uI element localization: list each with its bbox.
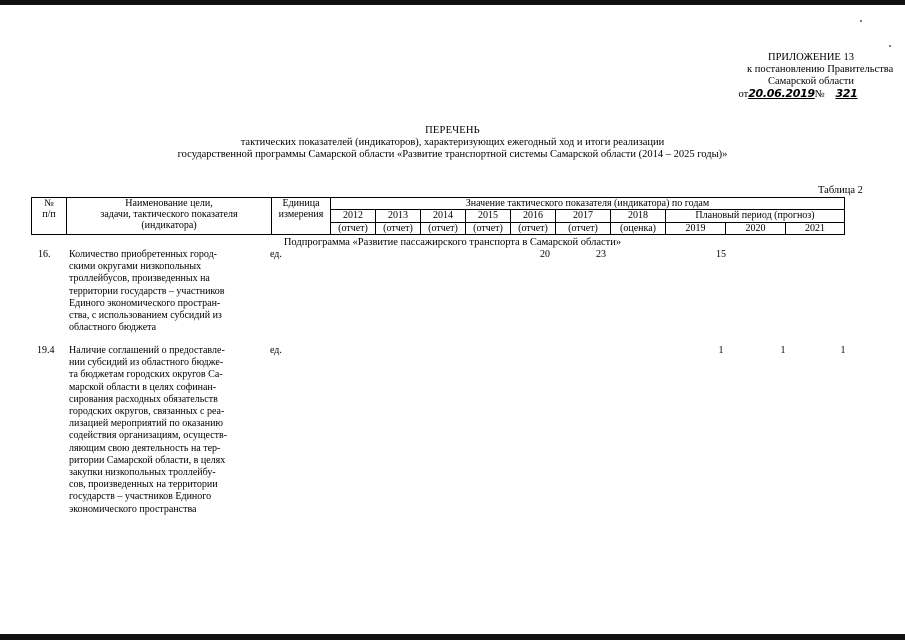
row-name-line: областного бюджета: [69, 322, 157, 334]
row-name-line: скими округами низкопольных: [69, 261, 202, 273]
header-plan-year: 2020: [726, 222, 786, 235]
header-name-line: задачи, тактического показателя: [100, 209, 238, 220]
row-name-line: закупки низкопольных троллейбу-: [69, 467, 216, 479]
row-number: 16.: [38, 249, 51, 260]
header-plan-year: 2019: [666, 222, 726, 235]
row-value-2019: 15: [716, 249, 726, 260]
header-year-note: (отчет): [421, 222, 465, 234]
document-subtitle-1: тактических показателей (индикаторов), характеризующих ежегодный ход и итоги реализации: [240, 137, 665, 148]
row-name-line: содействия организациям, осуществ-: [69, 430, 228, 442]
handwritten-number: 321: [835, 87, 858, 100]
header-year-note: (отчет): [556, 222, 610, 234]
document-title: ПЕРЕЧЕНЬ: [425, 125, 480, 136]
row-value-2021: 1: [840, 345, 846, 356]
row-name-line: сирования расходных обязательств: [69, 393, 218, 405]
row-name-line: Количество приобретенных город-: [69, 249, 218, 260]
row-name-line: ства, с использованием субсидий из: [69, 310, 222, 322]
row-name-line: нии субсидий из областного бюдже-: [69, 357, 224, 369]
header-year: 2018: [628, 210, 648, 221]
row-name-line: Наличие соглашений о предоставле-: [69, 345, 225, 356]
subprogram-title: Подпрограмма «Развитие пассажирского транспорта в Самарской области»: [283, 237, 622, 248]
header-year: 2016: [523, 210, 543, 221]
header-name-line: Наименование цели,: [125, 198, 213, 209]
row-name: [69, 345, 249, 516]
header-year-cell: [611, 210, 666, 235]
header-year-note: (отчет): [511, 222, 555, 234]
header-year-note: (отчет): [331, 222, 375, 234]
header-year-cell: [421, 210, 466, 235]
row-value-2016: 20: [540, 249, 550, 260]
header-year-cell: [466, 210, 511, 235]
indicators-table-header: [31, 197, 845, 235]
row-name-line: государств – участников Единого: [69, 491, 212, 503]
header-num: [32, 198, 67, 235]
header-year-cell: [331, 210, 376, 235]
number-label: №: [814, 89, 825, 100]
appendix-date-line: [705, 88, 875, 101]
row-name-line: экономического пространства: [69, 503, 197, 515]
row-name-line: ляющим свою деятельность на тер-: [69, 442, 221, 454]
appendix-resolution: к постановлению Правительства: [747, 64, 894, 75]
from-label: от: [738, 89, 749, 100]
header-year-note: (оценка): [611, 222, 665, 234]
row-name-line: лизацией мероприятий по оказанию: [69, 418, 223, 430]
scan-speck: [860, 20, 862, 22]
header-year-note: (отчет): [466, 222, 510, 234]
row-name-line: троллейбусов, произведенных на: [69, 273, 210, 285]
header-year-note: (отчет): [376, 222, 420, 234]
header-name: [67, 198, 272, 235]
row-name-line: сов, произведенных на территории: [69, 479, 218, 491]
row-unit: ед.: [270, 345, 282, 356]
header-plan-title: Плановый период (прогноз): [666, 210, 845, 223]
row-value-2017: 23: [596, 249, 606, 260]
header-year-cell: [376, 210, 421, 235]
header-num-line: №: [44, 198, 54, 209]
scan-speck: [889, 45, 891, 47]
header-year: 2014: [433, 210, 453, 221]
row-name: [69, 249, 249, 334]
row-name-line: ритории Самарской области, в целях: [69, 454, 226, 466]
row-name-line: территории государств – участников: [69, 285, 225, 297]
header-unit-line: Единица: [282, 198, 320, 209]
header-values-title: Значение тактического показателя (индикатора) по годам: [331, 198, 845, 210]
row-name-line: та бюджетам городских округов Са-: [69, 369, 223, 381]
appendix-block: [705, 52, 894, 101]
handwritten-date: 20.06.2019: [748, 87, 815, 100]
row-name-line: марской области в целях софинан-: [69, 381, 217, 393]
appendix-region: Самарской области: [768, 76, 854, 87]
row-unit: ед.: [270, 249, 282, 260]
document-subtitle-2: государственной программы Самарской области «Развитие транспортной системы Самарской области (2014 – 2025 годы)»: [177, 149, 728, 160]
header-unit-line: измерения: [278, 209, 324, 220]
header-plan-year: 2021: [786, 222, 845, 235]
document-heading: [0, 125, 905, 161]
header-year-cell: [511, 210, 556, 235]
scan-bottom-border: [0, 634, 905, 640]
header-num-line: п/п: [42, 209, 56, 220]
row-name-line: городских округов, связанных с реа-: [69, 406, 225, 418]
appendix-title: ПРИЛОЖЕНИЕ 13: [768, 52, 854, 63]
header-year-cell: [556, 210, 611, 235]
row-value-2019: 1: [718, 345, 724, 356]
scan-top-border: [0, 0, 905, 5]
header-unit: [272, 198, 331, 235]
header-year: 2012: [343, 210, 363, 221]
header-year: 2017: [573, 210, 593, 221]
row-value-2020: 1: [780, 345, 786, 356]
table-label: Таблица 2: [818, 185, 863, 196]
row-number: 19.4: [37, 345, 55, 356]
header-year: 2013: [388, 210, 408, 221]
header-name-line: (индикатора): [141, 220, 197, 231]
row-name-line: Единого экономического простран-: [69, 297, 221, 309]
header-year: 2015: [478, 210, 498, 221]
